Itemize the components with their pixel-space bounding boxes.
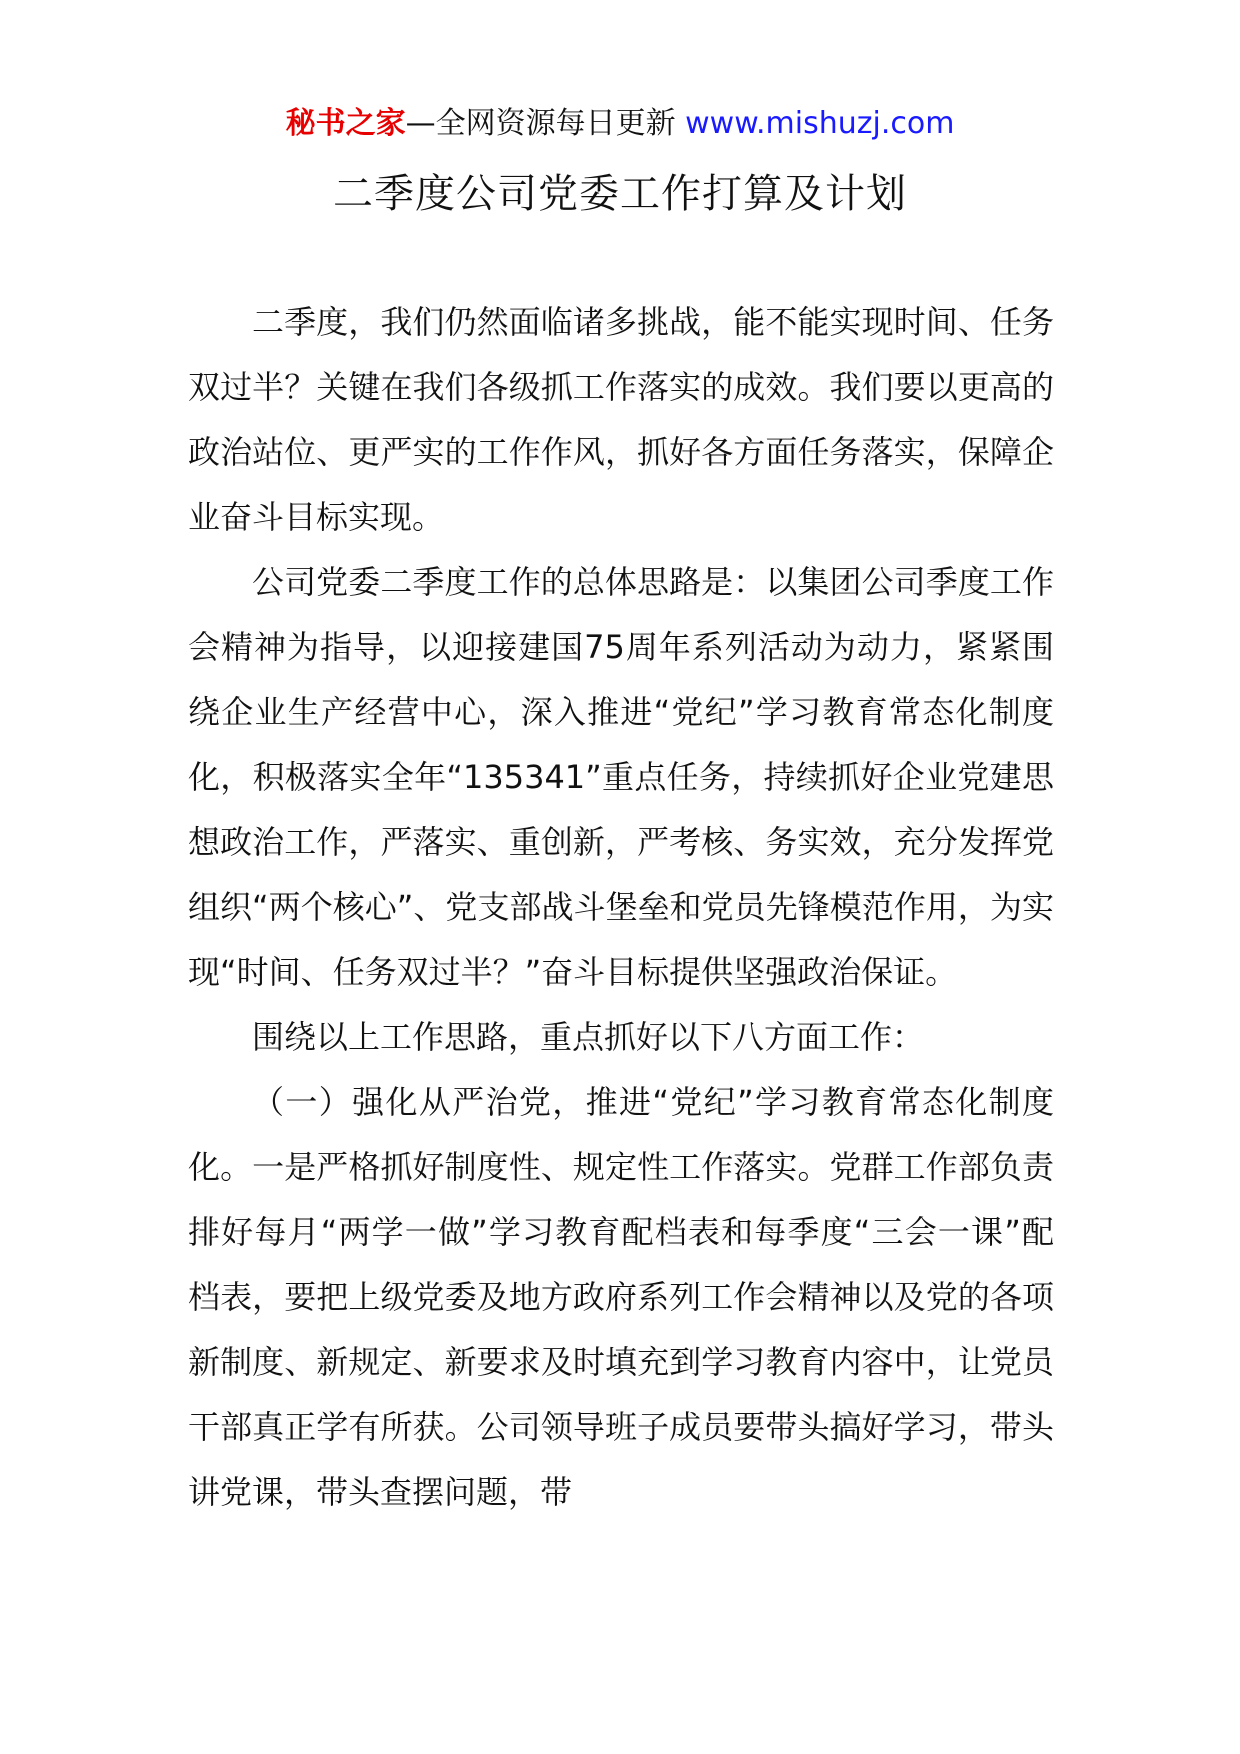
- site-header: [0, 104, 1240, 144]
- site-brand: 秘书之家: [285, 106, 406, 141]
- document-title: 二季度公司党委工作打算及计划: [333, 171, 907, 217]
- paragraph-2: 公司党委二季度工作的总体思路是：以集团公司季度工作会精神为指导，以迎接建国75周年系列活动为动力，紧紧围绕企业生产经营中心，深入推进“党纪”学习教育常态化制度化，积极落实全年“135341”重点任务，持续抓好企业党建思想政治工作，严落实、重创新，严考核、务实效，充分发挥党组织“两个核心”、党支部战斗堡垒和党员先锋模范作用，为实现“时间、任务双过半？”奋斗目标提供坚强政治保证。: [188, 563, 1054, 991]
- document-body: [188, 290, 1054, 1525]
- site-url-link[interactable]: www.mishuzj.com: [685, 106, 955, 141]
- paragraph-3: 围绕以上工作思路，重点抓好以下八方面工作：: [252, 1018, 925, 1056]
- paragraph-4: （一）强化从严治党，推进“党纪”学习教育常态化制度化。一是严格抓好制度性、规定性工作落实。党群工作部负责排好每月“两学一做”学习教育配档表和每季度“三会一课”配档表，要把上级党委及地方政府系列工作会精神以及党的各项新制度、新规定、新要求及时填充到学习教育内容中，让党员干部真正学有所获。公司领导班子成员要带头搞好学习，带头讲党课，带头查摆问题，带: [188, 1083, 1054, 1511]
- site-tagline: —全网资源每日更新: [405, 106, 686, 141]
- paragraph-1: 二季度，我们仍然面临诸多挑战，能不能实现时间、任务双过半？关键在我们各级抓工作落实的成效。我们要以更高的政治站位、更严实的工作作风，抓好各方面任务落实，保障企业奋斗目标实现。: [188, 303, 1054, 536]
